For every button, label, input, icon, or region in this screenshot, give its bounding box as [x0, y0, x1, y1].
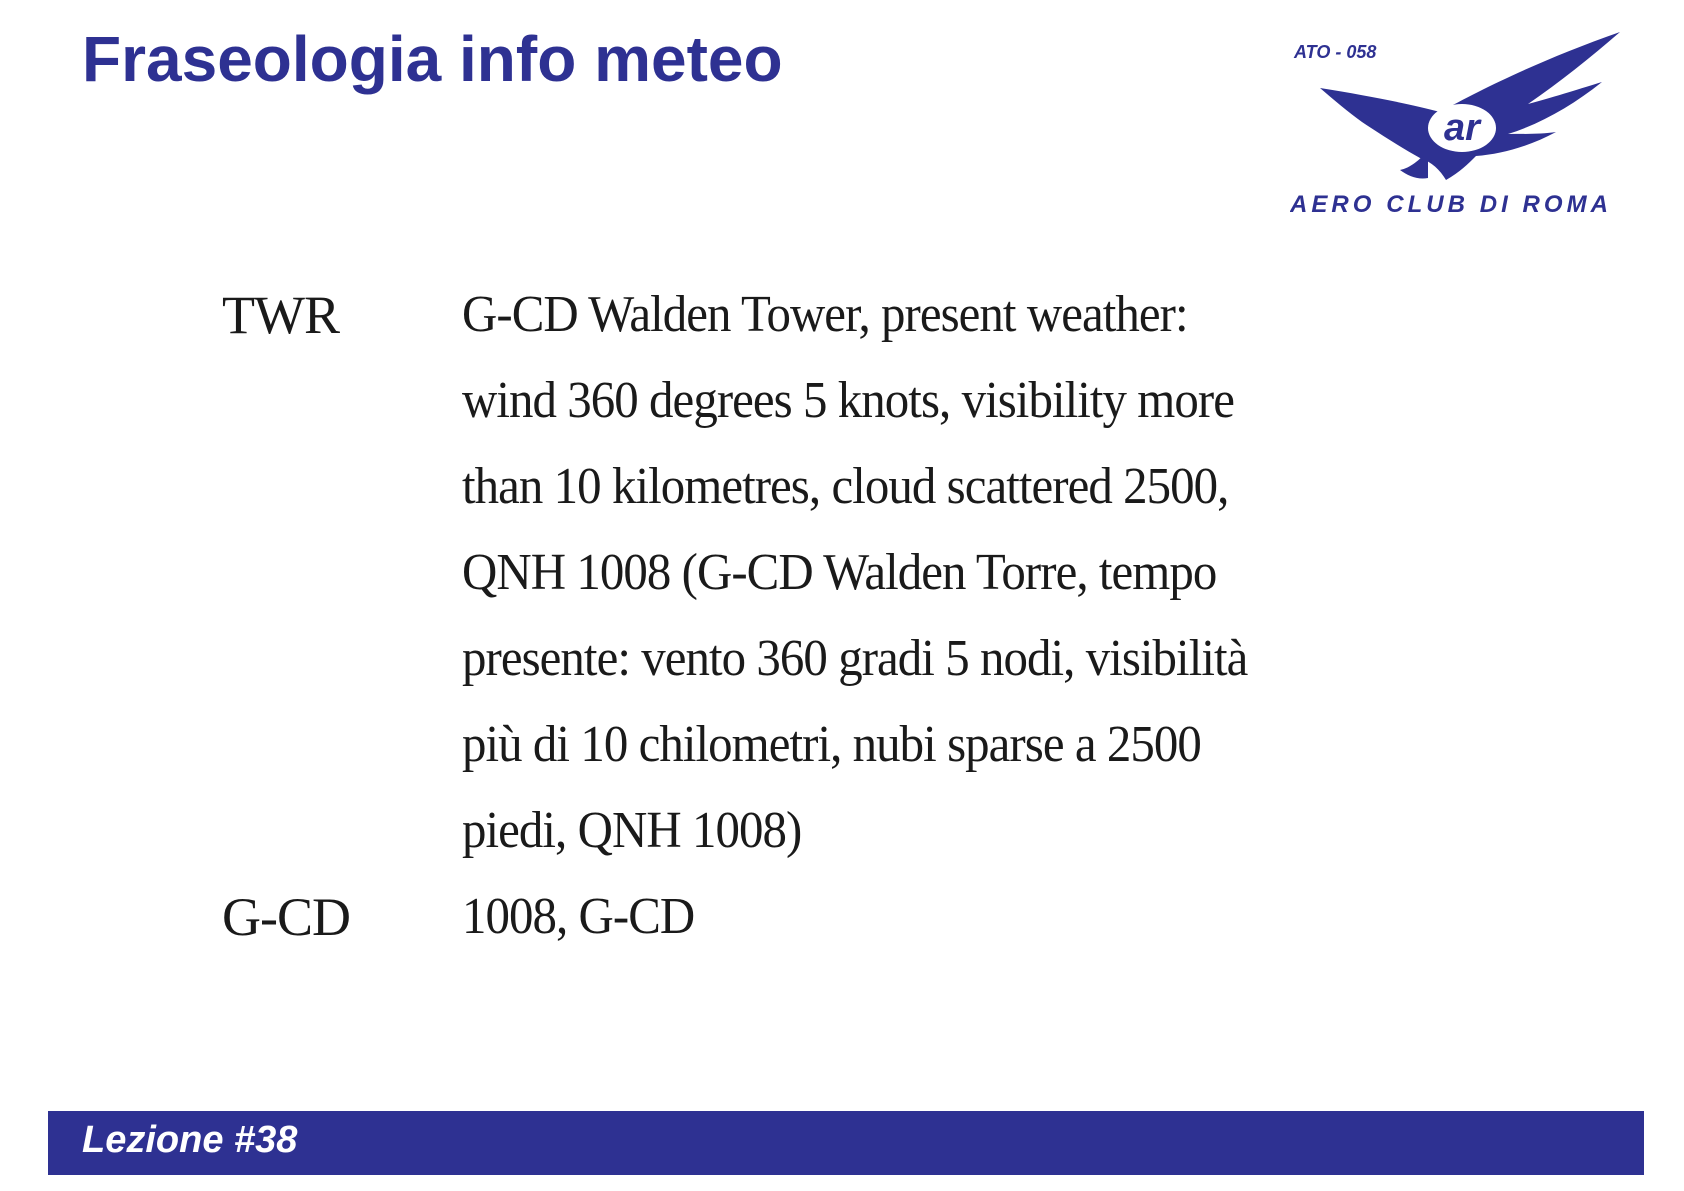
phraseology-dialogue: [222, 272, 1442, 960]
footer-bar: [48, 1111, 1644, 1175]
dialogue-row-twr: [222, 272, 1442, 874]
lesson-label: Lezione #38: [82, 1119, 298, 1161]
dialogue-row-gcd: [222, 874, 1442, 960]
slide-title: Fraseologia info meteo: [82, 23, 783, 95]
logo-monogram: ar: [1444, 107, 1480, 149]
message-text: [462, 874, 1442, 960]
message-line: QNH 1008 (G-CD Walden Torre, tempo: [462, 544, 1217, 601]
message-line: G-CD Walden Tower, present weather:: [462, 286, 1188, 343]
speaker-label: G-CD: [222, 887, 350, 947]
speaker-label: TWR: [222, 285, 339, 345]
aero-club-logo: [1290, 30, 1630, 230]
message-line: 1008, G-CD: [462, 888, 695, 945]
message-line: wind 360 degrees 5 knots, visibility more: [462, 372, 1234, 429]
message-line: presente: vento 360 gradi 5 nodi, visibilità: [462, 630, 1248, 687]
message-line: più di 10 chilometri, nubi sparse a 2500: [462, 716, 1201, 773]
logo-name: AERO CLUB DI ROMA: [1290, 191, 1608, 218]
logo-code: ATO - 058: [1294, 42, 1377, 62]
message-text: [462, 272, 1442, 874]
message-line: piedi, QNH 1008): [462, 802, 802, 859]
message-line: than 10 kilometres, cloud scattered 2500,: [462, 458, 1229, 515]
